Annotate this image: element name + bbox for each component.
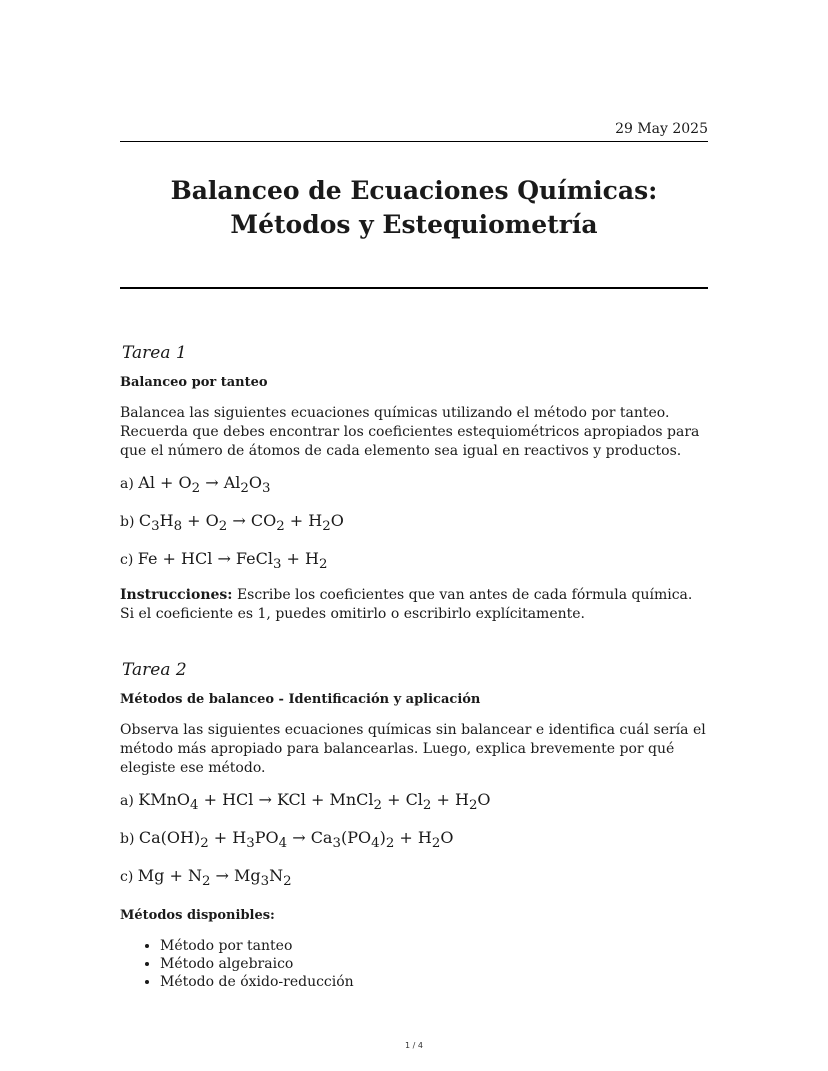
instructions-text: Escribe los coeficientes que van antes de cada fórmula química. Si el coeficiente es 1, puedes omitirlo o escribirlo explícitamente. xyxy=(120,586,693,622)
equation-label: b) xyxy=(120,831,135,848)
task-1-section xyxy=(120,342,708,624)
task-2-methods-heading: Métodos disponibles: xyxy=(120,907,275,923)
task-2-equation-c xyxy=(120,866,708,892)
equation-formula: $Al + O_2 \to Al_2O_3$ xyxy=(138,473,271,497)
equation-label: b) xyxy=(120,514,135,531)
header-rule xyxy=(120,141,708,142)
equation-formula: KMnO$_4$ + HCl → KCl + MnCl$_2$ + $Cl_2 + H_2O$ xyxy=(138,790,491,814)
list-item: • Método por tanteo xyxy=(160,937,708,955)
equation-formula: $Mg + N_2 \to Mg_3N_2$ xyxy=(137,866,292,890)
equation-formula: $Ca(OH)_2 + H_3PO_4 \to Ca_3(PO_4)_2 + H_2O$ xyxy=(138,828,454,852)
task-2-subheading: Métodos de balanceo - Identificación y aplicación xyxy=(120,692,481,707)
task-1-equation-c xyxy=(120,549,708,575)
page-number: 1 / 4 xyxy=(405,1041,423,1050)
task-1-description: Balancea las siguientes ecuaciones químicas utilizando el método por tanteo. Recuerda que debes encontrar los coeficientes estequiométricos apropiados para que el número de átomos de cada elemento sea igual en reactivos y productos. xyxy=(120,405,700,459)
equation-formula: Fe + HCl → FeCl$_3$ + $H_2$ xyxy=(137,549,328,573)
equation-label: c) xyxy=(120,552,134,569)
list-item: • Método de óxido-reducción xyxy=(160,973,708,991)
task-2-description: Observa las siguientes ecuaciones químicas sin balancear e identifica cuál sería el método más apropiado para balancearlas. Luego, explica brevemente por qué elegiste ese método. xyxy=(120,722,706,776)
task-1-subheading: Balanceo por tanteo xyxy=(120,375,268,390)
document-page xyxy=(120,0,708,1071)
equation-label: c) xyxy=(120,869,134,886)
task-1-instructions xyxy=(120,586,708,624)
equation-label: a) xyxy=(120,793,134,809)
task-1-title: Tarea 1 xyxy=(122,343,187,363)
list-item: • Método algebraico xyxy=(160,955,708,973)
document-date: 29 May 2025 xyxy=(615,121,708,137)
title-rule xyxy=(120,287,708,289)
task-2-section xyxy=(120,659,708,991)
equation-label: a) xyxy=(120,476,134,492)
task-2-equation-a xyxy=(120,790,708,816)
task-1-equation-a xyxy=(120,473,708,499)
task-1-equation-b xyxy=(120,511,708,537)
task-2-equation-b xyxy=(120,828,708,854)
task-2-title: Tarea 2 xyxy=(122,660,187,680)
document-title: Balanceo de Ecuaciones Químicas: Métodos y Estequiometría xyxy=(170,176,658,239)
methods-list xyxy=(120,937,708,991)
instructions-label: Instrucciones: xyxy=(120,586,233,603)
equation-formula: $C_3H_8 + O_2 \to CO_2 + H_2O$ xyxy=(138,511,344,535)
